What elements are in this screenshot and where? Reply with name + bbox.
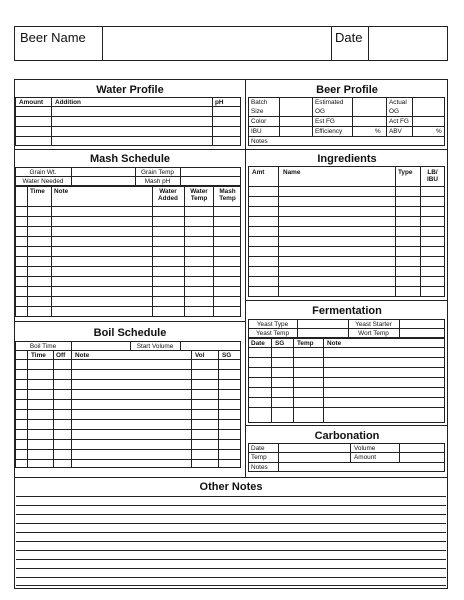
ferm-wort-temp: Wort Temp [358,330,389,337]
row-line [248,126,445,127]
row-line [15,206,241,207]
row-line [15,276,241,277]
bp-og-est: OG [315,108,325,115]
header-divider [331,26,332,61]
boil-col-time: Time [31,352,46,359]
row-line [15,306,241,307]
col-line [323,338,324,423]
ing-col-lb-ibu: LB/ IBU [426,169,438,183]
row-line [15,419,241,420]
column-divider [245,79,246,477]
col-line [399,319,400,338]
beer-name-field[interactable] [103,27,330,60]
ing-col-amt: Amt [252,169,265,176]
row-line [248,377,445,378]
boil-col-vol: Vol [195,352,205,359]
bp-pct-abv: % [436,128,442,135]
bp-notes: Notes [251,138,268,145]
carb-notes: Notes [251,464,268,471]
other-notes-title: Other Notes [199,481,263,493]
section-divider [245,149,448,150]
bp-ibu: IBU [251,128,262,135]
section-divider [14,477,448,478]
bp-color: Color [251,118,267,125]
ferm-yeast-temp: Yeast Temp [255,330,290,337]
row-line [248,397,445,398]
boil-col-sg: SG [222,352,232,359]
row-line [248,236,445,237]
row-line [15,379,241,380]
ferm-col-note: Note [327,340,342,347]
beer-name-label: Beer Name [20,30,86,45]
row-line [248,276,445,277]
row-line [15,449,241,450]
row-line [15,236,241,237]
row-line [15,409,241,410]
row-line [15,429,241,430]
ing-col-name: Name [283,169,301,176]
bp-size: Size [251,108,264,115]
ferm-yeast-starter: Yeast Starter [355,321,392,328]
row-line [15,399,241,400]
row-line [15,216,241,217]
water-col-ph: pH [215,99,224,106]
row-line [248,407,445,408]
mash-schedule-title: Mash Schedule [89,153,171,165]
ferm-col-temp: Temp [297,340,314,347]
row-line [15,369,241,370]
col-line [312,97,313,136]
col-line [293,338,294,423]
water-profile-table [15,97,241,146]
row-line [15,246,241,247]
row-line [15,286,241,287]
col-line [212,97,213,146]
bp-og-act: OG [389,108,399,115]
carb-amount: Amount [354,454,377,461]
boil-col-off: Off [56,352,66,359]
row-line [248,186,445,187]
row-line [15,266,241,267]
row-line [248,256,445,257]
boil-time-label: Boil Time [29,343,57,350]
section-divider [14,149,246,150]
col-line [350,443,351,462]
col-line [278,443,279,472]
date-label: Date [335,30,363,45]
beer-profile-table [248,97,445,146]
bp-est-fg: Est FG [315,118,335,125]
mash-grain-temp: Grain Temp [141,169,174,176]
row-line [248,367,445,368]
bp-act-fg: Act FG [389,118,409,125]
section-divider [245,425,448,426]
carb-temp: Temp [251,454,267,461]
col-line [51,97,52,146]
row-line [15,459,241,460]
bp-batch: Batch [251,99,268,106]
bp-abv: ABV [389,128,402,135]
carb-volume: Volume [354,445,376,452]
row-line [248,206,445,207]
mash-col-time: Time [30,188,45,195]
row-line [15,359,241,360]
carb-date: Date [251,445,265,452]
row-line [15,296,241,297]
boil-schedule-title: Boil Schedule [93,327,167,339]
col-line [271,338,272,423]
bp-efficiency: Efficiency [315,128,343,135]
col-line [352,97,353,136]
col-line [412,97,413,136]
fermentation-title: Fermentation [312,305,382,317]
mash-ph: Mash pH [144,178,171,185]
bp-pct-eff: % [375,128,381,135]
mash-grain-wt: Grain Wt. [29,169,57,176]
section-divider [14,321,246,322]
boil-start-volume-label: Start Volume [136,343,174,350]
row-line [15,256,241,257]
row-line [248,286,445,287]
mash-col-mash-temp: Mash Temp [219,188,236,202]
ferm-col-date: Date [251,340,265,347]
row-line [248,116,445,117]
bp-estimated: Estimated [315,99,344,106]
row-line [248,347,445,348]
row-line [248,266,445,267]
beer-profile-title: Beer Profile [316,84,378,96]
mash-col-water-added: Water Added [158,188,178,202]
section-divider [245,300,448,301]
row-line [15,126,241,127]
row-line [248,328,445,329]
date-field[interactable] [369,27,447,60]
row-line [248,136,445,137]
row-line [248,246,445,247]
col-line [71,167,72,186]
fermentation-table [248,338,445,423]
row-line [15,176,241,177]
water-profile-title: Water Profile [96,84,164,96]
ferm-yeast-type: Yeast Type [256,321,289,328]
col-line [279,97,280,136]
other-notes-area[interactable] [16,494,446,587]
mash-water-needed: Water Needed [22,178,64,185]
row-line [15,106,241,107]
row-line [248,196,445,197]
ferm-col-sg: SG [275,340,285,347]
col-line [180,167,181,186]
mash-col-water-temp: Water Temp [190,188,208,202]
row-line [248,387,445,388]
row-line [15,389,241,390]
col-line [297,319,298,338]
row-line [248,357,445,358]
col-line [399,443,400,462]
ing-col-type: Type [398,169,413,176]
row-line [15,439,241,440]
carbonation-title: Carbonation [314,430,380,442]
row-line [15,116,241,117]
bp-actual: Actual [389,99,407,106]
water-col-addition: Addition [55,99,81,106]
boil-col-note: Note [75,352,90,359]
col-line [386,97,387,136]
row-line [15,226,241,227]
ingredients-title: Ingredients [317,153,377,165]
water-col-amount: Amount [19,99,44,106]
mash-col-note: Note [54,188,69,195]
row-line [15,136,241,137]
row-line [248,226,445,227]
row-line [248,216,445,217]
